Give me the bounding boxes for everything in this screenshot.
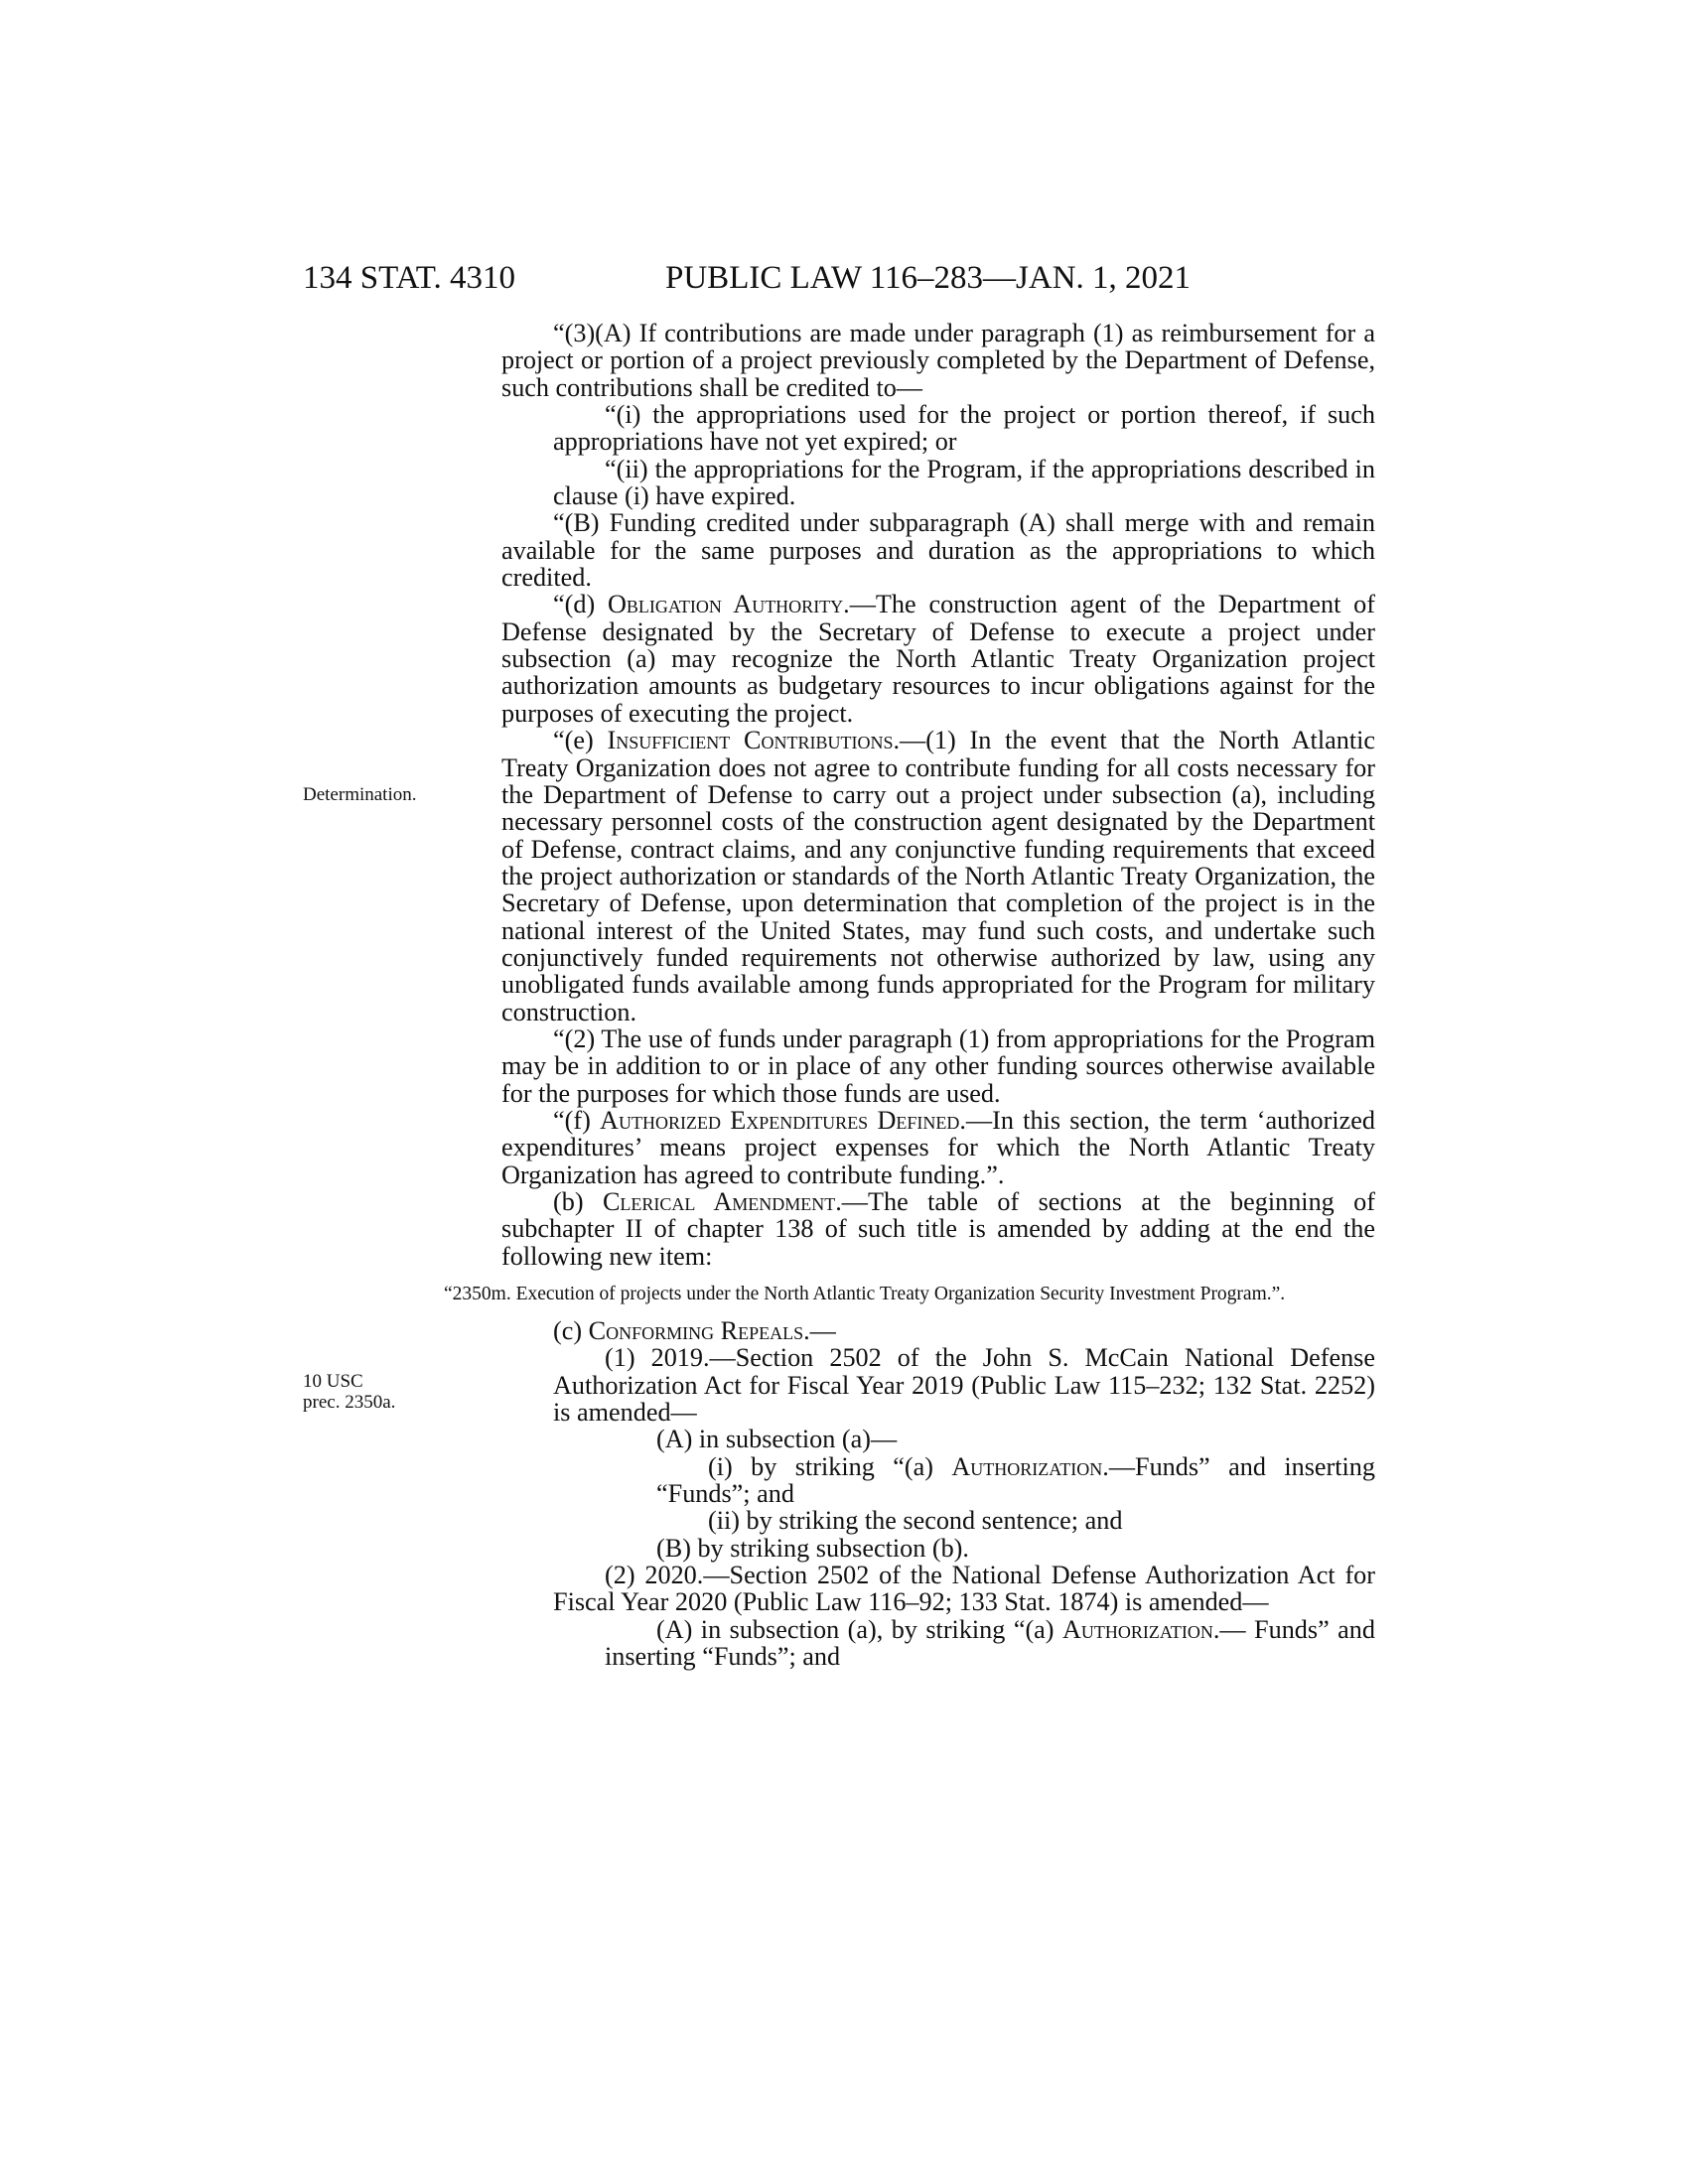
repeal-2020-A-before: (A) in subsection (a), by striking “(a) [656,1614,1062,1644]
repeal-2019-A: (A) in subsection (a)— [656,1425,898,1454]
running-header [303,256,1375,300]
repeal-2020: (2) 2020.—Section 2502 of the National Defense Authorization Act for Fiscal Year 2020 (Public Law 116–92; 133 Stat. 1874) is amended— [553,1561,1375,1617]
clause-ii: “(ii) the appropriations for the Program, if the appropriations described in clause (i) have expired. [553,454,1375,511]
repeal-2019-A-i-before: (i) by striking “(a) [708,1451,952,1481]
subsection-b [501,1188,1375,1270]
subsection-d-heading: Obligation Authority. [608,590,850,619]
subsection-d-text: —The construction agent of the Department of Defense designated by the Secretary of Defense to execute a project under subsection (a) may recognize the North Atlantic Treaty Organization project authorization amounts as budgetary resources to incur obligations against for the purposes of executing the project. [501,590,1375,728]
repeal-2019-A-ii: (ii) by striking the second sentence; and [708,1506,1123,1536]
subsection-b-prefix: (b) [553,1187,603,1216]
subsection-f [501,1107,1375,1188]
repeal-2019-A-i [501,1453,1375,1508]
subsection-e-paragraph-2: “(2) The use of funds under paragraph (1) from appropriations for the Program may be in addition to or in place of any other funding sources otherwise available for the purposes for which those funds are used. [501,1024,1375,1108]
repeal-2019-A-i-after: —Funds” and inserting “Funds”; and [656,1451,1375,1509]
public-law-title: PUBLIC LAW 116–283—JAN. 1, 2021 [665,260,1192,296]
subsection-c-text: — [809,1316,836,1346]
subparagraph-B: “(B) Funding credited under subparagraph (A) shall merge with and remain available for the same purposes and duration as the appropriations to which credited. [501,508,1375,593]
subsection-e [501,727,1375,1025]
repeal-2020-A-after: — Funds” and inserting “Funds”; and [605,1614,1375,1672]
clause-i: “(i) the appropriations used for the project or portion thereof, if such appropriations have not yet expired; or [553,400,1375,457]
subsection-f-text: —In this section, the term ‘authorized expenditures’ means project expenses for which the North Atlantic Treaty Organization has agreed to contribute funding.”. [501,1105,1375,1189]
repeal-2019-A-i-heading: Authorization. [951,1451,1109,1481]
repeal-2019-B: (B) by striking subsection (b). [656,1533,969,1563]
subsection-b-text: —The table of sections at the beginning of subchapter II of chapter 138 of such title is amended by adding at the end the following new item: [501,1187,1375,1271]
margin-note-usc-line1: 10 USC [303,1371,363,1392]
repeal-2019: (1) 2019.—Section 2502 of the John S. McCain National Defense Authorization Act for Fiscal Year 2019 (Public Law 115–232; 132 Stat. 2252) is amended— [553,1343,1375,1428]
subsection-e-text: —(1) In the event that the North Atlantic Treaty Organization does not agree to contribute funding for all costs necessary for the Department of Defense to carry out a project under subsection (a), including necessary personnel costs of the construction agent designated by the Department of Defense, contract claims, and any conjunctive funding requirements that exceed the project authorization or standards of the North Atlantic Treaty Organization, the Secretary of Defense, upon determination that completion of the project is in the national interest of the United States, may fund such costs, and undertake such conjunctively funded requirements not otherwise authorized by law, using any unobligated funds available among funds appropriated for the Program for military construction. [501,726,1375,1026]
subsection-e-heading: Insufficient Contributions. [607,726,901,755]
subsection-d [501,591,1375,727]
repeal-2020-A-heading: Authorization. [1061,1614,1220,1644]
subsection-f-prefix: “(f) [553,1105,601,1135]
table-of-sections-entry: “2350m. Execution of projects under the North Atlantic Treaty Organization Security Investment Program.”. [444,1284,1286,1305]
subsection-b-heading: Clerical Amendment. [602,1187,842,1216]
subsection-c-heading: Conforming Repeals. [588,1316,810,1346]
subsection-c [501,1317,1375,1344]
subsection-e-prefix: “(e) [553,726,608,755]
margin-note-usc-line2: prec. 2350a. [303,1392,396,1413]
margin-note-determination: Determination. [303,784,417,805]
subsection-d-prefix: “(d) [553,590,608,619]
paragraph-3A: “(3)(A) If contributions are made under paragraph (1) as reimbursement for a project or portion of a project previously completed by the Department of Defense, such contributions shall be credited to— [501,319,1375,402]
subsection-f-heading: Authorized Expenditures Defined. [600,1105,966,1135]
statute-page-number: 134 STAT. 4310 [303,260,516,296]
statute-body [444,319,1375,1672]
repeal-2020-A [501,1616,1375,1671]
subsection-c-prefix: (c) [553,1316,589,1346]
